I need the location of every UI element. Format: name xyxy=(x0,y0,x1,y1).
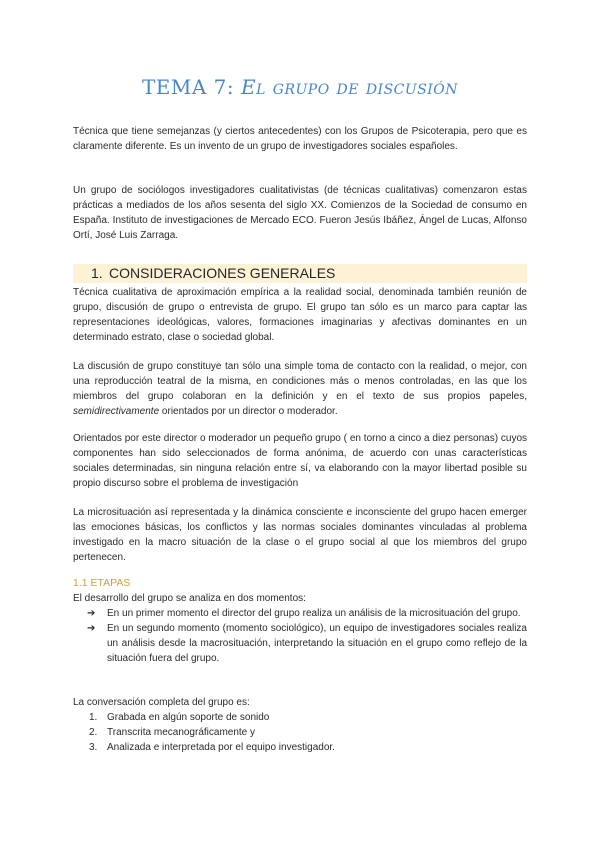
paragraph-text: La discusión de grupo constituye tan sólo una simple toma de contacto con la realidad, o mejor, con una reproducción teatral de la misma, en condiciones más o menos controladas, en las que los miembros del grupo colaboran en la definición y en el texto de sus propios papeles, xyxy=(73,361,527,402)
section-number: 1. xyxy=(91,265,103,281)
subsection-intro: El desarrollo del grupo se analiza en dos momentos: xyxy=(73,593,306,604)
list-item-text: Transcrita mecanográficamente y xyxy=(107,727,256,738)
list-item-text: En un primer momento el director del grupo realiza un análisis de la microsituación del grupo. xyxy=(107,608,521,619)
page-title xyxy=(0,74,600,100)
stages-list xyxy=(73,606,527,666)
arrow-right-icon: ➔ xyxy=(87,623,96,634)
intro-paragraph-1: Técnica que tiene semejanzas (y ciertos antecedentes) con los Grupos de Psicoterapia, pero que es claramente diferente. Es un invento de un grupo de investigadores sociales españoles. xyxy=(73,126,527,152)
list-item xyxy=(73,710,527,725)
section-paragraph-4: La microsituación así representada y la dinámica consciente e inconsciente del grupo hacen emerger las emociones básicas, los conflictos y las normas sociales dominantes vinculadas al problema investigado en la macro situación de la clase o el grupo social al que los miembros del grupo pertenecen. xyxy=(73,507,527,563)
list-item-number: 3. xyxy=(89,742,98,753)
conversation-intro: La conversación completa del grupo es: xyxy=(73,697,250,708)
section-paragraph-3: Orientados por este director o moderador un pequeño grupo ( en torno a cinco a diez personas) cuyos componentes han sido seleccionados de forma anónima, de acuerdo con unas características sociales determinadas, sin ninguna relación entre sí, va elaborando con la mayor libertad posible su propio discurso sobre el problema de investigación xyxy=(73,433,527,489)
section-heading xyxy=(73,264,527,283)
section-paragraph-2 xyxy=(73,359,527,419)
list-item xyxy=(73,606,527,621)
list-item-text: Analizada e interpretada por el equipo investigador. xyxy=(107,742,335,753)
steps-list xyxy=(73,710,527,755)
list-item xyxy=(73,621,527,666)
list-item-number: 2. xyxy=(89,727,98,738)
subsection-heading: 1.1 ETAPAS xyxy=(73,577,131,589)
title-main: TEMA 7: xyxy=(141,75,241,99)
title-subtitle: El grupo de discusión xyxy=(241,75,459,99)
list-item xyxy=(73,740,527,755)
section-paragraph-1: Técnica cualitativa de aproximación empírica a la realidad social, denominada también reunión de grupo, discusión de grupo o entrevista de grupo. El grupo tan sólo es un marco para captar las representaciones ideológicas, valores, formaciones imaginarias y afectivas dominantes en un determinado estrato, clase o sociedad global. xyxy=(73,287,527,343)
intro-paragraph-2: Un grupo de sociólogos investigadores cualitativistas (de técnicas cualitativas) comenzaron estas prácticas a mediados de los años sesenta del siglo XX. Comienzos de la Sociedad de consumo en España. Instituto de investigaciones de Mercado ECO. Fueron Jesús Ibáñez, Ángel de Lucas, Alfonso Ortí, José Luis Zarraga. xyxy=(73,185,527,241)
section-heading-text: CONSIDERACIONES GENERALES xyxy=(109,265,336,281)
list-item-number: 1. xyxy=(89,712,98,723)
list-item xyxy=(73,725,527,740)
emphasis-text: semidirectivamente xyxy=(73,406,160,417)
arrow-right-icon: ➔ xyxy=(87,608,96,619)
paragraph-text: orientados por un director o moderador. xyxy=(159,406,338,417)
list-item-text: Grabada en algún soporte de sonido xyxy=(107,712,270,723)
list-item-text: En un segundo momento (momento sociológico), un equipo de investigadores sociales realiza un análisis desde la macrosituación, interpretando la situación en el grupo como reflejo de la situación fuera del grupo. xyxy=(107,623,527,664)
